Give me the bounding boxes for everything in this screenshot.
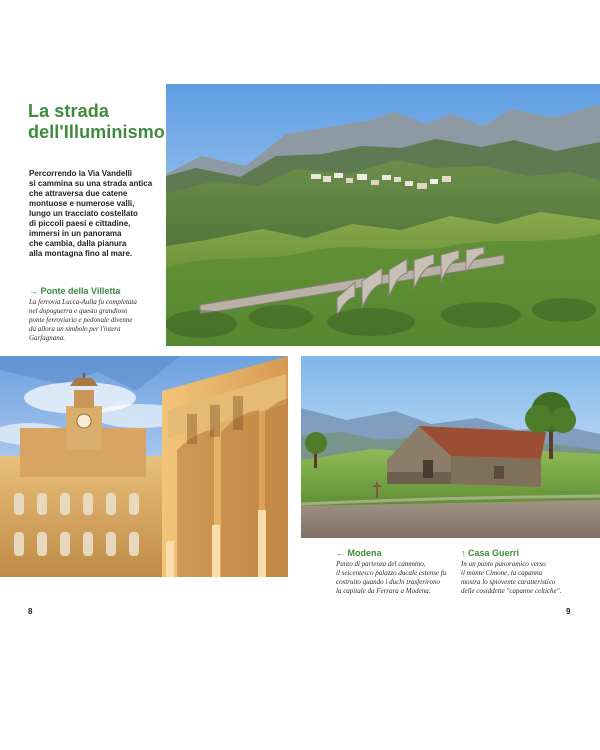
caption-body: Punto di partenza del cammino, il seicentesco palazzo ducale estense fu costruito quando i duchi trasferirono la capitale da Ferrara a Modena. [336, 560, 447, 595]
caption-title: → Ponte della Villetta [29, 286, 121, 296]
right-page-number: 9 [566, 607, 571, 616]
caption-villetta [29, 286, 161, 343]
caption-title: ↑ Casa Guerri [461, 548, 520, 558]
left-page-number: 8 [28, 607, 33, 616]
palazzo-ducale-illustration [0, 356, 288, 577]
modena-palace-photo [0, 356, 288, 577]
casa-guerri-photo [301, 356, 600, 538]
caption-title: ← Modena [336, 548, 382, 558]
caption-body: La ferrovia Lucca-Aulla fu completata nel dopoguerra e questo grandioso ponte ferroviario e pedonale divenne da allora un simbolo per l'intera Garfagnana. [29, 298, 137, 342]
valley-viaduct-illustration [166, 84, 600, 346]
mountain-hut-illustration [301, 356, 600, 538]
intro-paragraph: Percorrendo la Via Vandelli si cammina su una strada antica che attraversa due catene montuose e numerose valli, lungo un tracciato costellato di piccoli paesi e cittadine, immersi in un panorama che cambia, dalla pianura alla montagna fino al mare. [29, 169, 153, 258]
ponte-della-villetta-photo [166, 84, 600, 346]
caption-modena [336, 548, 458, 596]
page-title: La strada dell'Illuminismo [28, 101, 165, 142]
caption-body: In un punto panoramico verso il monte Cimone, la capanna mostra lo spiovente caratteristico delle cosiddette "capanne celtiche". [461, 560, 562, 595]
caption-casa-guerri [461, 548, 579, 596]
